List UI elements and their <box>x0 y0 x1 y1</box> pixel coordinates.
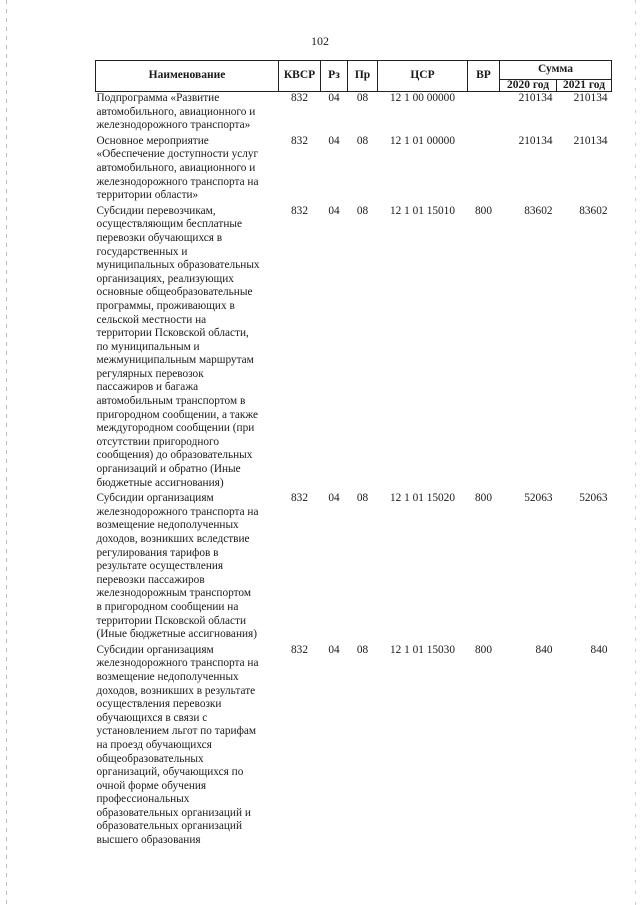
row-y2021: 210134 <box>573 134 608 147</box>
row-name-line: Подпрограмма «Развитие <box>96 92 220 104</box>
row-name-line: железнодорожного транспорта на <box>96 657 259 670</box>
row-name-line: автомобильным транспортом в <box>96 395 246 408</box>
row-name-line: железнодорожного транспорта на <box>96 175 259 188</box>
row-name <box>96 205 279 492</box>
row-name-line: Субсидии организациям <box>96 492 214 505</box>
row-name-line: пассажиров и багажа <box>96 381 199 394</box>
header-year-2020: 2020 год <box>500 80 557 92</box>
row-pr: 08 <box>356 92 369 104</box>
row-name-line: сельской местности на <box>96 313 207 326</box>
table-body <box>96 92 612 850</box>
row-vr <box>468 135 500 205</box>
row-name-line: бюджетные ассигнования) <box>96 476 224 489</box>
row-name-line: программы, проживающих в <box>96 299 235 312</box>
row-csr: 12 1 01 15010 <box>390 204 455 217</box>
row-y2020: 52063 <box>524 492 553 505</box>
row-y2020: 83602 <box>524 204 553 217</box>
header-kvsr: КВСР <box>279 61 321 92</box>
table-row <box>96 135 612 205</box>
row-rz: 04 <box>328 92 340 104</box>
row-vr: 800 <box>475 204 492 217</box>
row-name-line: образовательных организаций <box>96 820 243 833</box>
row-name-line: высшего образования <box>96 834 201 847</box>
table-row <box>96 492 612 644</box>
row-pr: 08 <box>356 204 369 217</box>
row-rz: 04 <box>328 204 340 217</box>
row-name-line: «Обеспечение доступности услуг <box>96 148 259 161</box>
row-name-line: (Иные бюджетные ассигнования) <box>96 628 258 641</box>
row-name-line: осуществления перевозки <box>96 698 222 711</box>
header-csr: ЦСР <box>378 61 468 92</box>
row-name-line: доходов, возникших в результате <box>96 684 256 697</box>
row-name-line: возмещение недополученных <box>96 670 239 683</box>
row-name-line: организациях, реализующих <box>96 272 234 285</box>
row-csr: 12 1 01 15030 <box>390 643 455 656</box>
row-name-line: территории области» <box>96 189 199 202</box>
header-pr: Пр <box>348 61 378 92</box>
row-name-line: организаций и обратно (Иные <box>96 463 241 476</box>
row-name-line: обучающихся в связи с <box>96 711 208 724</box>
row-name-line: сообщения) до образовательных <box>96 449 253 462</box>
row-name-line: общеобразовательных <box>96 752 204 765</box>
row-name-line: отсутствии пригородного <box>96 435 220 448</box>
row-name-line: Субсидии перевозчикам, <box>96 204 216 217</box>
row-name-line: результате осуществления <box>96 560 224 573</box>
row-kvsr: 832 <box>291 204 308 217</box>
row-name-line: осуществляющим бесплатные <box>96 218 242 231</box>
row-name-line: железнодорожного транспорта» <box>96 119 251 132</box>
row-y2021: 83602 <box>579 204 608 217</box>
row-name-line: железнодорожного транспорта на <box>96 505 259 518</box>
scan-edge-right <box>635 0 636 905</box>
header-name: Наименование <box>96 61 279 92</box>
row-name-line: государственных и <box>96 245 188 258</box>
row-name-line: перевозки обучающихся в <box>96 231 223 244</box>
row-vr: 800 <box>475 643 492 656</box>
row-name-line: в пригородном сообщении на <box>96 600 239 613</box>
row-name-line: Основное мероприятие <box>96 134 209 147</box>
row-rz: 04 <box>328 134 340 147</box>
scan-edge-left <box>6 0 7 905</box>
budget-table-container <box>95 60 611 850</box>
row-name-line: организаций, обучающихся по <box>96 766 244 779</box>
row-name-line: железнодорожным транспортом <box>96 587 251 600</box>
row-pr: 08 <box>356 134 369 147</box>
row-name-line: на проезд обучающихся <box>96 738 212 751</box>
header-year-2021: 2021 год <box>557 80 612 92</box>
row-name-line: автомобильного, авиационного и <box>96 161 256 174</box>
row-name-line: образовательных организаций и <box>96 806 251 819</box>
row-vr <box>468 92 500 135</box>
row-name-line: территории Псковской области <box>96 614 247 627</box>
row-name-line: регулирования тарифов в <box>96 546 219 559</box>
row-name-line: междугородном сообщении (при <box>96 422 255 435</box>
row-name <box>96 92 279 135</box>
header-sum: Сумма <box>500 61 612 80</box>
row-name-line: перевозки пассажиров <box>96 573 205 586</box>
row-name-line: межмуниципальным маршрутам <box>96 354 254 367</box>
header-vr: ВР <box>468 61 500 92</box>
row-name-line: очной форме обучения <box>96 779 207 792</box>
table-row <box>96 205 612 492</box>
table-header <box>96 61 612 92</box>
header-rz: Рз <box>321 61 348 92</box>
row-name-line: доходов, возникших вследствие <box>96 533 250 545</box>
row-y2021: 52063 <box>579 492 608 505</box>
row-name-line: по муниципальным и <box>96 340 200 353</box>
row-csr: 12 1 01 15020 <box>390 492 455 505</box>
row-name-line: муниципальных образовательных <box>96 259 260 272</box>
row-y2020: 840 <box>535 643 553 656</box>
row-y2021: 210134 <box>573 92 608 104</box>
row-vr: 800 <box>475 492 492 505</box>
row-kvsr: 832 <box>291 134 308 147</box>
page-number: 102 <box>311 34 329 48</box>
row-name-line: пригородном сообщении, а также <box>96 408 259 421</box>
table-row <box>96 644 612 850</box>
row-name-line: установлением льгот по тарифам <box>96 725 257 738</box>
row-kvsr: 832 <box>291 643 308 656</box>
row-name <box>96 644 279 850</box>
row-y2021: 840 <box>590 643 608 656</box>
row-y2020: 210134 <box>518 134 553 147</box>
row-csr: 12 1 01 00000 <box>390 134 455 147</box>
row-name-line: Субсидии организациям <box>96 643 214 656</box>
row-y2020: 210134 <box>518 92 553 104</box>
row-name-line: основные общеобразовательные <box>96 286 253 299</box>
row-kvsr: 832 <box>291 492 308 505</box>
row-name <box>96 492 279 644</box>
row-name-line: регулярных перевозок <box>96 367 204 380</box>
row-rz: 04 <box>328 492 340 505</box>
row-csr: 12 1 00 00000 <box>390 92 455 104</box>
row-pr: 08 <box>356 492 369 505</box>
row-pr: 08 <box>356 643 369 656</box>
row-kvsr: 832 <box>291 92 308 104</box>
row-name-line: возмещение недополученных <box>96 519 239 532</box>
row-name-line: территории Псковской области, <box>96 327 249 340</box>
row-name-line: профессиональных <box>96 793 190 806</box>
row-name <box>96 135 279 205</box>
table-row <box>96 92 612 135</box>
row-name-line: автомобильного, авиационного и <box>96 105 256 118</box>
row-rz: 04 <box>328 643 340 656</box>
budget-table <box>95 60 612 850</box>
